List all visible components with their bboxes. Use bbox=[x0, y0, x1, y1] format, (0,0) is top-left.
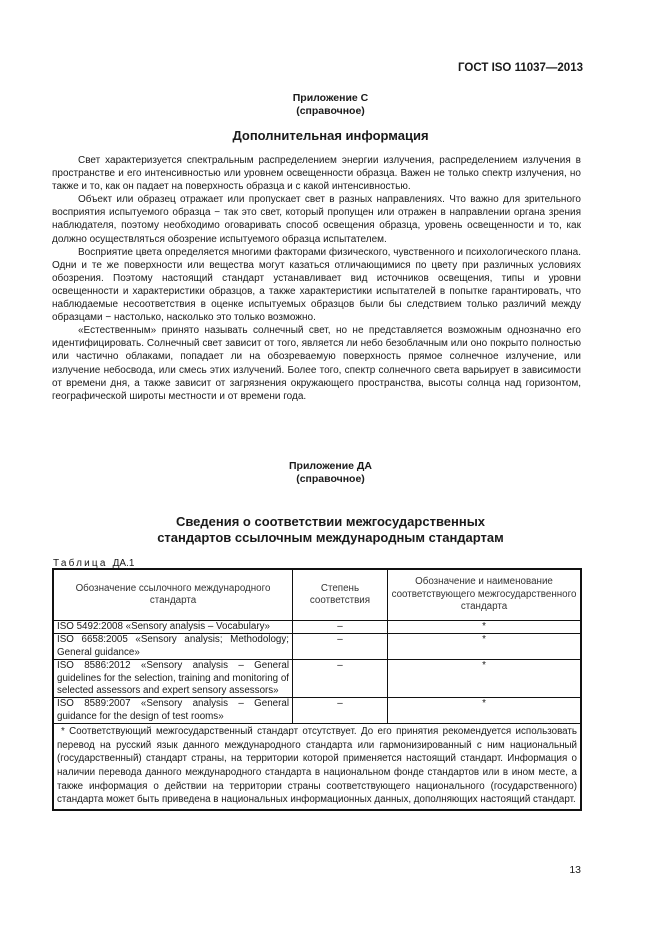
table-row bbox=[53, 634, 581, 660]
column-header-degree: Степень соответствия bbox=[293, 569, 388, 621]
appendix-da-subtitle: (справочное) bbox=[296, 473, 365, 485]
paragraph: «Естественным» принято называть солнечный свет, но не представляется возможным однозначно его идентифицировать. Солнечный свет зависит от того, является ли небо безоблачным или оно покрыто полностью или частично облаками, попадает ли на обозреваемую поверхность прямое солнечное излучение, или излучение небосвода, или смесь этих излучений. Более того, спектр солнечного света варьирует в зависимости от времени дня, а также зависит от загрязнения окружающего пространства, высоты солнца над горизонтом, географической широты местности и от времени года. bbox=[52, 325, 581, 402]
appendix-c-subtitle: (справочное) bbox=[296, 105, 365, 117]
table-row bbox=[53, 698, 581, 724]
column-header-interstate: Обозначение и наименование соответствующего межгосударственного стандарта bbox=[388, 569, 582, 621]
cell-interstate: * bbox=[388, 660, 582, 698]
table-row bbox=[53, 660, 581, 698]
table-header-row bbox=[53, 569, 581, 621]
table-footnote: * Соответствующий межгосударственный стандарт отсутствует. До его принятия рекомендуется использовать перевод на русский язык данного международного стандарта или гармонизированный с ним национальный (государственный) стандарт страны, на территории которой применяется настоящий стандарт. Информация о наличии перевода данного международного стандарта в национальном фонде стандартов или в ином месте, а также информация о действии на территории страны соответствующего национального (государственного) стандарта может быть приведена в национальных информационных данных, дополняющих настоящий стандарт. bbox=[53, 724, 581, 810]
cell-reference: ISO 8589:2007 «Sensory analysis – General guidance for the design of test rooms» bbox=[53, 698, 293, 724]
appendix-c-body bbox=[52, 154, 581, 403]
page-number: 13 bbox=[569, 864, 581, 876]
cell-interstate: * bbox=[388, 634, 582, 660]
column-header-reference: Обозначение ссылочного международного стандарта bbox=[53, 569, 293, 621]
correspondence-table bbox=[52, 568, 582, 811]
document-standard-id: ГОСТ ISO 11037—2013 bbox=[458, 62, 583, 74]
table-footnote-row bbox=[53, 724, 581, 810]
table-caption-label: Таблица bbox=[53, 558, 108, 569]
cell-degree: – bbox=[293, 634, 388, 660]
cell-degree: – bbox=[293, 660, 388, 698]
cell-reference: ISO 6658:2005 «Sensory analysis; Methodology; General guidance» bbox=[53, 634, 293, 660]
cell-interstate: * bbox=[388, 698, 582, 724]
appendix-c-heading: Дополнительная информация bbox=[232, 128, 429, 143]
paragraph: Свет характеризуется спектральным распределением энергии излучения, распределением излучения в пространстве и его интенсивностью или уровнем освещенности образца. Важен не только спектр излучения, но также и то, как он падает на поверхность образца и с какой интенсивностью. bbox=[52, 155, 581, 193]
paragraph: Восприятие цвета определяется многими факторами физического, чувственного и психологического плана. Одни и те же поверхности или вещества могут казаться отличающимися по цвету при различных условиях обозрения. Поэтому настоящий стандарт устанавливает вид источников освещения, типы и уровни освещенности и характеристики образцов, а также характеристики испытателей в попытке гарантировать, что наблюдаемые несоответствия в оценке испытуемых образцов были бы следствием только различий между образцами − настолько, насколько это только возможно. bbox=[52, 246, 581, 324]
cell-reference: ISO 5492:2008 «Sensory analysis – Vocabulary» bbox=[53, 621, 293, 634]
heading-line: Сведения о соответствии межгосударственных bbox=[175, 514, 486, 529]
cell-reference: ISO 8586:2012 «Sensory analysis – General guidelines for the selection, training and monitoring of selected assessors and expert sensory assessors» bbox=[53, 660, 293, 698]
appendix-da-title: Приложение ДА bbox=[289, 460, 372, 472]
appendix-c-title: Приложение С bbox=[292, 92, 369, 104]
cell-degree: – bbox=[293, 621, 388, 634]
heading-line: стандартов ссылочным международным стандартам bbox=[157, 530, 504, 545]
cell-interstate: * bbox=[388, 621, 582, 634]
appendix-da-heading bbox=[0, 514, 661, 546]
cell-degree: – bbox=[293, 698, 388, 724]
table-row bbox=[53, 621, 581, 634]
table-caption-number: ДА.1 bbox=[112, 558, 135, 569]
paragraph: Объект или образец отражает или пропускает свет в разных направлениях. Что важно для зрительного восприятия испытуемого образца − так это свет, который пропущен или отражен в направлении органа зрения наблюдателя, поэтому необходимо оговаривать способ освещения образца, уровень освещенности и то, как должно осуществляться обозрение испытуемого образца испытателем. bbox=[52, 194, 581, 245]
